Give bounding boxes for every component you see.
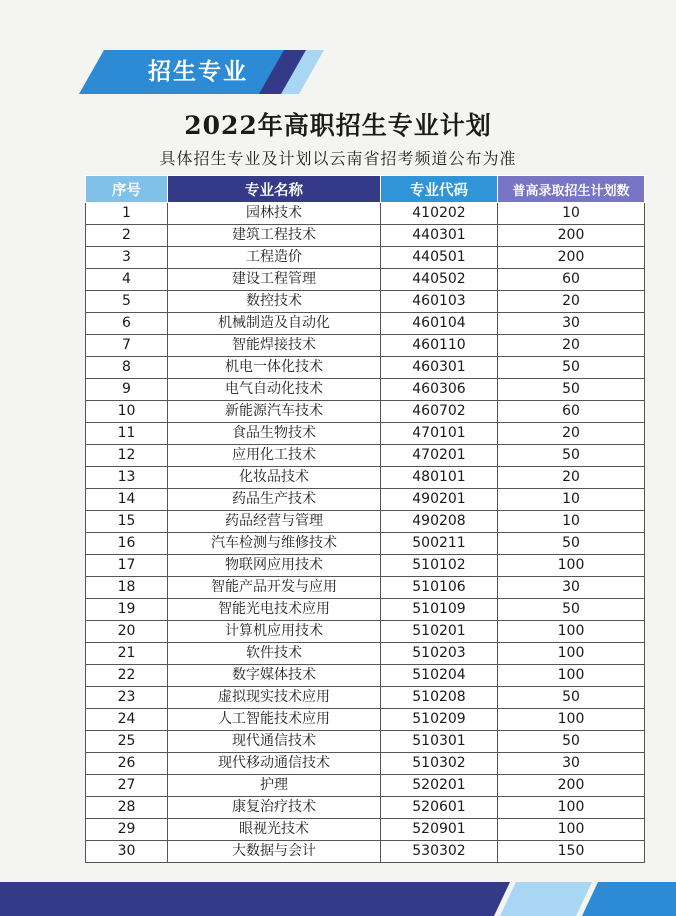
cell-index: 23 — [86, 687, 168, 709]
cell-plan-count: 30 — [498, 753, 645, 775]
cell-plan-count: 20 — [498, 467, 645, 489]
page-subtitle: 具体招生专业及计划以云南省招考频道公布为准 — [159, 149, 517, 168]
table-row — [86, 841, 645, 863]
cell-plan-count: 50 — [498, 357, 645, 379]
table-row — [86, 797, 645, 819]
cell-plan-count: 100 — [498, 621, 645, 643]
cell-major-code: 510102 — [381, 555, 498, 577]
cell-index: 16 — [86, 533, 168, 555]
table-row — [86, 621, 645, 643]
table-row — [86, 533, 645, 555]
cell-major-name: 药品生产技术 — [168, 489, 381, 511]
cell-major-code: 510109 — [381, 599, 498, 621]
cell-plan-count: 10 — [498, 511, 645, 533]
cell-major-code: 460306 — [381, 379, 498, 401]
table-row — [86, 291, 645, 313]
cell-index: 6 — [86, 313, 168, 335]
table-row — [86, 489, 645, 511]
banner-label: 招生专业 — [148, 59, 248, 85]
cell-plan-count: 150 — [498, 841, 645, 863]
cell-major-code: 460301 — [381, 357, 498, 379]
cell-plan-count: 50 — [498, 599, 645, 621]
cell-plan-count: 100 — [498, 819, 645, 841]
cell-major-code: 460104 — [381, 313, 498, 335]
table-row — [86, 599, 645, 621]
cell-major-code: 410202 — [381, 203, 498, 225]
cell-index: 30 — [86, 841, 168, 863]
cell-plan-count: 200 — [498, 225, 645, 247]
cell-major-code: 480101 — [381, 467, 498, 489]
table-header-row — [86, 176, 645, 203]
cell-plan-count: 50 — [498, 533, 645, 555]
cell-major-code: 470201 — [381, 445, 498, 467]
cell-index: 10 — [86, 401, 168, 423]
cell-plan-count: 10 — [498, 203, 645, 225]
table-row — [86, 819, 645, 841]
cell-index: 18 — [86, 577, 168, 599]
cell-index: 13 — [86, 467, 168, 489]
cell-major-name: 物联网应用技术 — [168, 555, 381, 577]
cell-plan-count: 30 — [498, 313, 645, 335]
cell-major-code: 490201 — [381, 489, 498, 511]
cell-index: 17 — [86, 555, 168, 577]
cell-major-code: 510301 — [381, 731, 498, 753]
cell-index: 19 — [86, 599, 168, 621]
cell-major-code: 460103 — [381, 291, 498, 313]
cell-index: 5 — [86, 291, 168, 313]
cell-major-name: 机械制造及自动化 — [168, 313, 381, 335]
cell-index: 12 — [86, 445, 168, 467]
table-row — [86, 775, 645, 797]
table-row — [86, 511, 645, 533]
cell-index: 9 — [86, 379, 168, 401]
table-row — [86, 335, 645, 357]
cell-major-name: 工程造价 — [168, 247, 381, 269]
cell-major-code: 510201 — [381, 621, 498, 643]
cell-plan-count: 100 — [498, 709, 645, 731]
cell-index: 26 — [86, 753, 168, 775]
cell-plan-count: 20 — [498, 291, 645, 313]
cell-plan-count: 200 — [498, 247, 645, 269]
cell-major-code: 460110 — [381, 335, 498, 357]
cell-plan-count: 100 — [498, 643, 645, 665]
cell-major-name: 软件技术 — [168, 643, 381, 665]
cell-major-code: 510106 — [381, 577, 498, 599]
cell-index: 14 — [86, 489, 168, 511]
cell-major-name: 食品生物技术 — [168, 423, 381, 445]
cell-major-name: 现代移动通信技术 — [168, 753, 381, 775]
cell-major-code: 510208 — [381, 687, 498, 709]
cell-major-name: 人工智能技术应用 — [168, 709, 381, 731]
cell-plan-count: 50 — [498, 379, 645, 401]
cell-plan-count: 60 — [498, 269, 645, 291]
cell-plan-count: 50 — [498, 731, 645, 753]
cell-index: 15 — [86, 511, 168, 533]
table-row — [86, 577, 645, 599]
table-row — [86, 225, 645, 247]
page-title: 2022年高职招生专业计划 — [184, 111, 492, 140]
table-row — [86, 401, 645, 423]
table-row — [86, 203, 645, 225]
header-major-code: 专业代码 — [381, 176, 498, 203]
table-row — [86, 709, 645, 731]
cell-major-name: 眼视光技术 — [168, 819, 381, 841]
cell-major-name: 机电一体化技术 — [168, 357, 381, 379]
cell-major-code: 520601 — [381, 797, 498, 819]
cell-index: 11 — [86, 423, 168, 445]
cell-index: 21 — [86, 643, 168, 665]
cell-index: 4 — [86, 269, 168, 291]
table-row — [86, 247, 645, 269]
cell-major-name: 康复治疗技术 — [168, 797, 381, 819]
cell-major-code: 500211 — [381, 533, 498, 555]
table-row — [86, 423, 645, 445]
table-row — [86, 467, 645, 489]
table-row — [86, 357, 645, 379]
cell-major-name: 药品经营与管理 — [168, 511, 381, 533]
header-index: 序号 — [86, 176, 168, 203]
table-row — [86, 687, 645, 709]
cell-index: 24 — [86, 709, 168, 731]
cell-major-name: 智能焊接技术 — [168, 335, 381, 357]
cell-major-name: 建设工程管理 — [168, 269, 381, 291]
enrollment-table — [85, 175, 645, 863]
cell-major-code: 510203 — [381, 643, 498, 665]
cell-major-name: 化妆品技术 — [168, 467, 381, 489]
cell-plan-count: 50 — [498, 445, 645, 467]
cell-index: 8 — [86, 357, 168, 379]
cell-index: 3 — [86, 247, 168, 269]
table-row — [86, 379, 645, 401]
cell-index: 2 — [86, 225, 168, 247]
cell-major-code: 470101 — [381, 423, 498, 445]
cell-index: 1 — [86, 203, 168, 225]
cell-plan-count: 100 — [498, 665, 645, 687]
cell-major-code: 510204 — [381, 665, 498, 687]
cell-major-name: 应用化工技术 — [168, 445, 381, 467]
cell-index: 28 — [86, 797, 168, 819]
cell-major-name: 建筑工程技术 — [168, 225, 381, 247]
cell-plan-count: 50 — [498, 687, 645, 709]
header-major-name: 专业名称 — [168, 176, 381, 203]
cell-major-name: 虚拟现实技术应用 — [168, 687, 381, 709]
cell-major-name: 数控技术 — [168, 291, 381, 313]
cell-index: 29 — [86, 819, 168, 841]
cell-plan-count: 10 — [498, 489, 645, 511]
cell-plan-count: 200 — [498, 775, 645, 797]
cell-major-code: 490208 — [381, 511, 498, 533]
cell-major-code: 460702 — [381, 401, 498, 423]
cell-major-code: 440501 — [381, 247, 498, 269]
cell-plan-count: 100 — [498, 555, 645, 577]
table-row — [86, 313, 645, 335]
cell-major-name: 计算机应用技术 — [168, 621, 381, 643]
cell-major-code: 520201 — [381, 775, 498, 797]
cell-index: 7 — [86, 335, 168, 357]
cell-major-name: 电气自动化技术 — [168, 379, 381, 401]
cell-plan-count: 20 — [498, 335, 645, 357]
cell-plan-count: 60 — [498, 401, 645, 423]
header-plan-count: 普高录取招生计划数 — [498, 176, 645, 203]
cell-major-code: 510209 — [381, 709, 498, 731]
table-row — [86, 269, 645, 291]
cell-index: 25 — [86, 731, 168, 753]
cell-plan-count: 100 — [498, 797, 645, 819]
cell-major-code: 510302 — [381, 753, 498, 775]
table-row — [86, 753, 645, 775]
section-banner — [74, 46, 334, 98]
footer-band — [0, 878, 676, 916]
cell-major-name: 新能源汽车技术 — [168, 401, 381, 423]
cell-plan-count: 30 — [498, 577, 645, 599]
cell-plan-count: 20 — [498, 423, 645, 445]
table-row — [86, 731, 645, 753]
cell-major-name: 汽车检测与维修技术 — [168, 533, 381, 555]
cell-major-code: 440502 — [381, 269, 498, 291]
table-row — [86, 555, 645, 577]
cell-major-code: 520901 — [381, 819, 498, 841]
cell-major-name: 园林技术 — [168, 203, 381, 225]
cell-major-name: 护理 — [168, 775, 381, 797]
cell-major-code: 530302 — [381, 841, 498, 863]
table-body — [86, 203, 645, 863]
cell-major-name: 大数据与会计 — [168, 841, 381, 863]
cell-index: 22 — [86, 665, 168, 687]
table-row — [86, 665, 645, 687]
cell-major-name: 智能光电技术应用 — [168, 599, 381, 621]
cell-major-code: 440301 — [381, 225, 498, 247]
table-row — [86, 643, 645, 665]
cell-major-name: 现代通信技术 — [168, 731, 381, 753]
cell-index: 20 — [86, 621, 168, 643]
table-row — [86, 445, 645, 467]
cell-major-name: 智能产品开发与应用 — [168, 577, 381, 599]
cell-index: 27 — [86, 775, 168, 797]
cell-major-name: 数字媒体技术 — [168, 665, 381, 687]
